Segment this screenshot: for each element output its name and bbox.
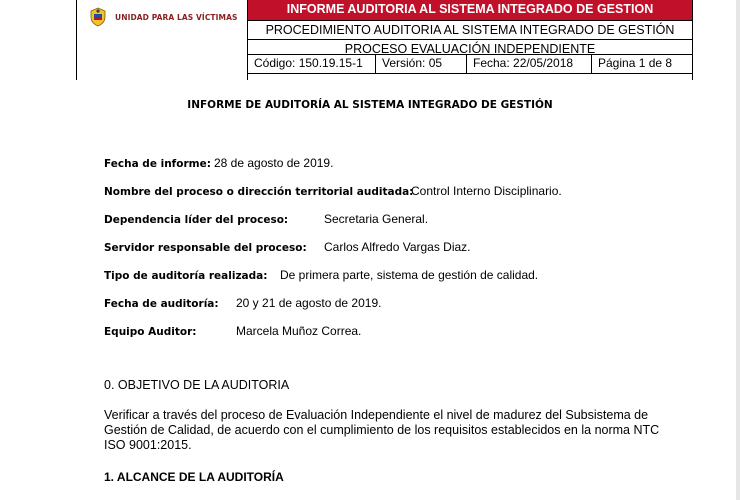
field-process-name — [104, 184, 562, 198]
section-0-heading: 0. OBJETIVO DE LA AUDITORIA — [104, 378, 290, 392]
unit-logo — [87, 6, 238, 28]
field-label: Nombre del proceso o dirección territorial auditada: — [104, 186, 414, 198]
field-value: De primera parte, sistema de gestión de calidad. — [280, 268, 539, 282]
field-audit-team — [104, 324, 362, 338]
field-label: Servidor responsable del proceso: — [104, 242, 307, 254]
colombia-shield-icon — [87, 6, 109, 28]
field-label: Tipo de auditoría realizada: — [104, 270, 268, 282]
document-title: INFORME DE AUDITORÍA AL SISTEMA INTEGRADO DE GESTIÓN — [187, 99, 553, 111]
field-value: Secretaria General. — [324, 212, 429, 226]
field-audit-date — [104, 296, 382, 310]
document-header-table — [76, 0, 693, 80]
field-label: Fecha de auditoría: — [104, 298, 219, 310]
section-1-heading: 1. ALCANCE DE LA AUDITORÍA — [104, 470, 284, 484]
document-control-row — [248, 54, 692, 74]
field-label: Dependencia líder del proceso: — [104, 214, 289, 226]
field-report-date — [104, 156, 334, 170]
logo-text: UNIDAD PARA LAS VÍCTIMAS — [115, 12, 238, 22]
field-value: Control Interno Disciplinario. — [411, 184, 562, 198]
field-audit-type — [104, 268, 539, 282]
field-label: Equipo Auditor: — [104, 326, 197, 338]
field-label: Fecha de informe: — [104, 158, 211, 170]
procedure-name: PROCEDIMIENTO AUDITORIA AL SISTEMA INTEGRADO DE GESTIÓN — [248, 20, 692, 40]
field-value: 20 y 21 de agosto de 2019. — [236, 296, 382, 310]
document-date: Fecha: 22/05/2018 — [473, 56, 574, 70]
field-value: 28 de agosto de 2019. — [214, 156, 334, 170]
field-value: Carlos Alfredo Vargas Diaz. — [324, 240, 471, 254]
report-title-banner: INFORME AUDITORIA AL SISTEMA INTEGRADO DE GESTION — [248, 0, 692, 20]
section-0-paragraph: Verificar a través del proceso de Evaluación Independiente el nivel de madurez del Subsistema de Gestión de Calidad, de acuerdo con el cumplimiento de los requisitos establecidos en la norma NTC ISO 9001:2015. — [104, 408, 660, 452]
logo-cell — [77, 0, 247, 38]
field-value: Marcela Muñoz Correa. — [236, 324, 362, 338]
field-lead-department — [104, 212, 429, 226]
page-number: Página 1 de 8 — [598, 56, 673, 70]
document-code: Código: 150.19.15-1 — [254, 56, 363, 70]
process-name: PROCESO EVALUACIÓN INDEPENDIENTE — [248, 39, 692, 55]
field-responsible-official — [104, 240, 471, 254]
viewer-edge — [736, 0, 740, 500]
document-version: Versión: 05 — [382, 56, 443, 70]
